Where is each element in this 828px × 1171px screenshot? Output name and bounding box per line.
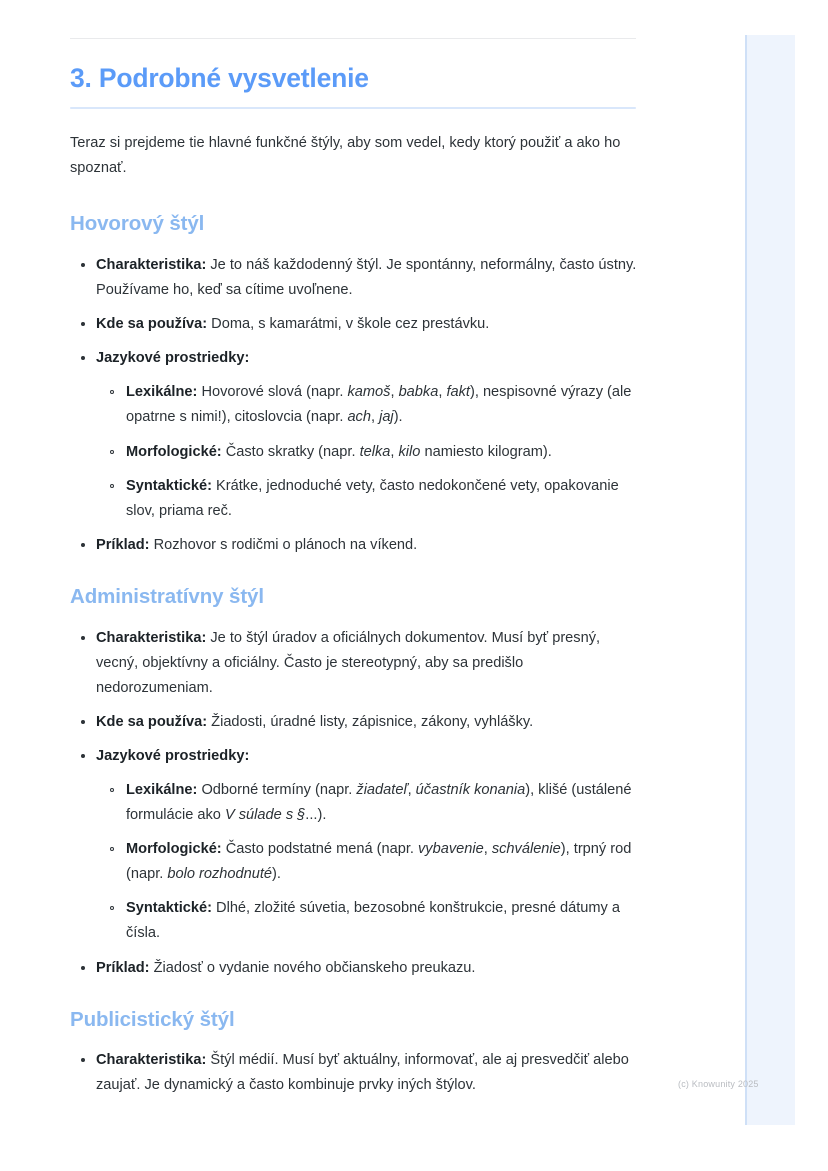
page-title: 3. Podrobné vysvetlenie [70,63,369,93]
style-section [70,558,637,981]
body-text: ), nespisovné výrazy (ale opatrne s nimi!), citoslovcia (napr. [126,384,632,426]
sublist-item [126,769,637,828]
item-term: Jazykové prostriedky: [96,350,250,367]
section-heading: Administratívny štýl [70,584,264,608]
feature-sublist [96,769,637,947]
right-side-panel [745,35,795,1125]
style-sections [70,181,637,1098]
italic-term: kamoš [347,384,391,401]
body-text: ...). [305,807,327,824]
intro-paragraph: Teraz si prejdeme tie hlavné funkčné štýly, aby som vedel, kedy ktorý použiť a ako ho spoznať. [70,135,621,177]
footer-watermark: (c) Knowunity 2025 [678,1079,759,1089]
sublist-item [126,828,637,887]
body-text: ), klišé (ustálené formulácie ako [126,782,632,824]
body-text: ). [393,409,403,426]
italic-term: účastník konania [415,782,526,798]
body-text: , [407,782,416,798]
italic-term: ach [347,409,371,426]
item-text: Rozhovor s rodičmi o plánoch na víkend. [149,536,418,553]
body-text: Krátke, jednoduché vety, často nedokončené vety, opakovanie slov, priama reč. [126,477,619,519]
subitem-term: Lexikálne: [126,384,198,401]
list-item [96,947,637,981]
subitem-term: Syntaktické: [126,477,212,494]
feature-sublist [96,371,637,523]
item-term: Kde sa používa: [96,316,208,333]
body-text: Často skratky (napr. [221,443,360,460]
sublist-item [126,465,637,524]
list-item [96,303,637,337]
italic-term: schválenie [491,841,561,858]
feature-list [70,1039,637,1098]
body-text: Odborné termíny (napr. [197,782,357,798]
item-term: Charakteristika: [96,1052,207,1069]
body-text: , [438,384,447,401]
list-item [96,701,637,735]
body-text: , [370,409,380,426]
document-content [70,0,637,1098]
subitem-term: Morfologické: [126,841,222,858]
sublist-item [126,371,637,430]
italic-term: kilo [398,443,421,460]
body-text: ), trpný rod (napr. [126,841,632,883]
italic-term: telka [359,443,391,460]
list-item [96,617,637,701]
subitem-term: Morfologické: [126,443,222,460]
list-item [96,735,637,947]
italic-term: vybavenie [418,841,484,858]
body-text: , [390,443,399,460]
item-term: Charakteristika: [96,629,207,646]
section-heading: Publicistický štýl [70,1007,235,1031]
item-term: Kde sa používa: [96,713,208,730]
italic-term: žiadateľ [356,782,408,798]
style-section [70,181,637,558]
sublist-item [126,431,637,465]
item-text: Doma, s kamarátmi, v škole cez prestávku. [207,316,490,333]
item-term: Príklad: [96,536,150,553]
subitem-term: Lexikálne: [126,782,198,798]
sublist-item [126,887,637,946]
italic-term: V súlade s § [224,807,306,824]
body-text: Dlhé, zložité súvetia, bezosobné konštrukcie, presné dátumy a čísla. [126,900,621,942]
body-text: , [390,384,399,401]
list-item [96,337,637,524]
italic-term: babka [398,384,439,401]
body-text: Hovorové slová (napr. [197,384,348,401]
feature-list [70,617,637,981]
list-item [96,244,637,303]
item-text: Žiadosť o vydanie nového občianskeho preukazu. [149,959,476,976]
item-term: Charakteristika: [96,256,207,273]
body-text: ). [272,866,281,883]
item-text: Žiadosti, úradné listy, zápisnice, zákony, vyhlášky. [207,713,534,730]
item-text: Štýl médií. Musí byť aktuálny, informovať, ale aj presvedčiť alebo zaujať. Je dynamický a často kombinuje prvky iných štýlov. [96,1052,629,1094]
body-text: , [483,841,492,858]
italic-term: bolo rozhodnuté [167,866,273,883]
item-text: Je to náš každodenný štýl. Je spontánny, neformálny, často ústny. Používame ho, keď sa cítime uvoľnene. [96,256,637,299]
item-term: Príklad: [96,959,150,976]
feature-list [70,244,637,558]
subitem-term: Syntaktické: [126,900,212,917]
style-section [70,981,637,1099]
list-item [96,524,637,558]
item-text: Je to štýl úradov a oficiálnych dokumentov. Musí byť presný, vecný, objektívny a oficiálny. Často je stereotypný, aby sa predišlo nedorozumeniam. [96,629,601,696]
italic-term: jaj [379,409,394,426]
italic-term: fakt [446,384,470,401]
body-text: Často podstatné mená (napr. [221,841,418,858]
item-term: Jazykové prostriedky: [96,747,250,764]
section-heading: Hovorový štýl [70,212,205,236]
list-item [96,1039,637,1098]
body-text: namiesto kilogram). [420,443,552,460]
